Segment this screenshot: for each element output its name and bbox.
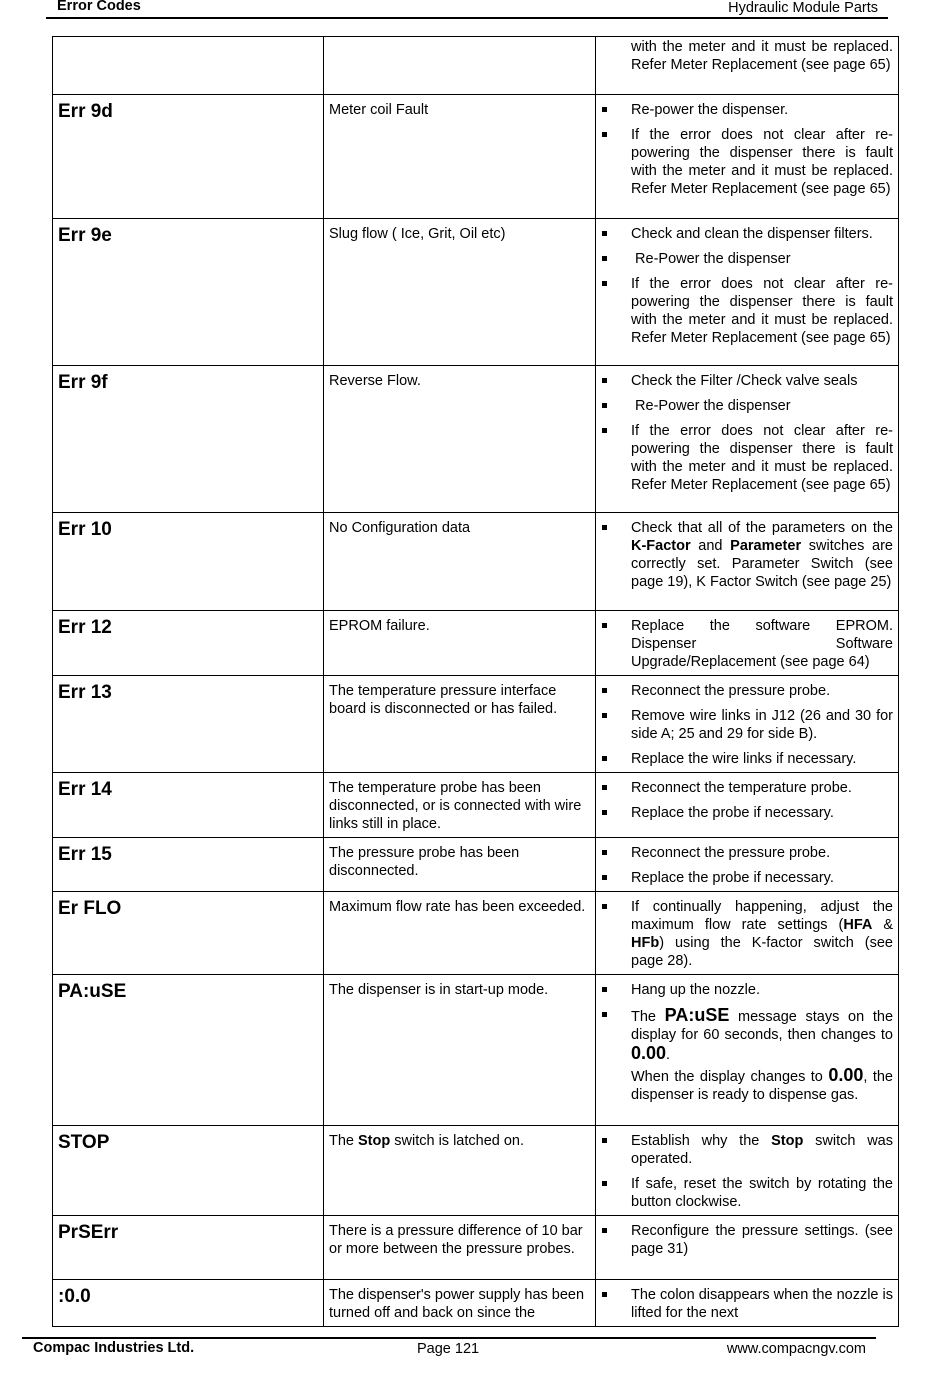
action-item: Replace the probe if necessary. <box>596 869 893 887</box>
error-cause: Meter coil Fault <box>329 102 429 118</box>
action-item: If continually happening, adjust the maximum flow rate settings (HFA & HFb) using the K-factor switch (see page 28). <box>596 898 893 970</box>
error-code: PrSErr <box>58 1222 119 1243</box>
table-row <box>53 1126 899 1216</box>
action-item: Reconnect the pressure probe. <box>596 682 893 700</box>
bullet-icon <box>602 850 607 855</box>
error-cause: The dispenser is in start-up mode. <box>329 982 549 998</box>
action-item: If the error does not clear after re-powering the dispenser there is fault with the meter and it must be replaced. Refer Meter Replacement (see page 65) <box>596 275 893 347</box>
error-code: Err 12 <box>58 617 112 638</box>
bullet-icon <box>602 107 607 112</box>
table-row <box>53 95 899 219</box>
bullet-icon <box>602 904 607 909</box>
error-code: Err 14 <box>58 779 112 800</box>
error-cause: The dispenser's power supply has been turned off and back on since the <box>329 1287 585 1321</box>
bullet-icon <box>602 785 607 790</box>
bullet-icon <box>602 1138 607 1143</box>
footer-website: www.compacngv.com <box>726 1341 866 1357</box>
error-cause: Slug flow ( Ice, Grit, Oil etc) <box>329 226 506 242</box>
action-item: Reconfigure the pressure settings. (see page 31) <box>596 1222 893 1258</box>
bullet-icon <box>602 875 607 880</box>
action-item: Check that all of the parameters on the K-Factor and Parameter switches are correctly set. Parameter Switch (see page 19), K Factor Switch (see page 25) <box>596 519 893 591</box>
error-code: Err 10 <box>58 519 112 540</box>
error-code: Err 9f <box>58 372 108 393</box>
table-row <box>53 513 899 611</box>
action-item: If safe, reset the switch by rotating the button clockwise. <box>596 1175 893 1211</box>
error-cause: There is a pressure difference of 10 bar or more between the pressure probes. <box>329 1223 583 1257</box>
table-row <box>53 1280 899 1327</box>
header-rule <box>46 17 888 19</box>
bullet-icon <box>602 428 607 433</box>
header-section: Hydraulic Module Parts <box>728 0 878 16</box>
bullet-icon <box>602 756 607 761</box>
error-code: Err 13 <box>58 682 112 703</box>
error-cause: The temperature pressure interface board is disconnected or has failed. <box>329 683 558 717</box>
action-item: Reconnect the pressure probe. <box>596 844 893 862</box>
bullet-icon <box>602 1012 607 1017</box>
error-code: STOP <box>58 1132 110 1153</box>
footer-company: Compac Industries Ltd. <box>33 1340 195 1356</box>
error-cause: The pressure probe has been disconnected. <box>329 845 520 879</box>
bullet-icon <box>602 713 607 718</box>
bullet-icon <box>602 525 607 530</box>
bullet-icon <box>602 1181 607 1186</box>
error-code: :0.0 <box>58 1286 91 1307</box>
error-code: PA:uSE <box>58 981 127 1002</box>
error-cause: The temperature probe has been disconnected, or is connected with wire links still in place. <box>329 780 582 832</box>
error-code: Err 9e <box>58 225 112 246</box>
error-code: Err 9d <box>58 101 113 122</box>
action-item: with the meter and it must be replaced. Refer Meter Replacement (see page 65) <box>631 39 893 73</box>
header-title: Error Codes <box>57 0 141 14</box>
action-item: Re-power the dispenser. <box>596 101 893 119</box>
bullet-icon <box>602 378 607 383</box>
table-row <box>53 676 899 773</box>
error-cause: No Configuration data <box>329 520 471 536</box>
error-code: Er FLO <box>58 898 122 919</box>
action-item: Establish why the Stop switch was operated. <box>596 1132 893 1168</box>
bullet-icon <box>602 688 607 693</box>
bullet-icon <box>602 810 607 815</box>
bullet-icon <box>602 987 607 992</box>
action-item: If the error does not clear after re-powering the dispenser there is fault with the meter and it must be replaced. Refer Meter Replacement (see page 65) <box>596 422 893 494</box>
table-row <box>53 892 899 975</box>
action-note: When the display changes to 0.00, the dispenser is ready to dispense gas. <box>631 1065 893 1103</box>
error-codes-table <box>52 36 899 1327</box>
bullet-icon <box>602 256 607 261</box>
page-number: Page 121 <box>417 1341 480 1357</box>
bullet-icon <box>602 623 607 628</box>
action-item: Replace the wire links if necessary. <box>596 750 893 768</box>
bullet-icon <box>602 132 607 137</box>
action-item: Re-Power the dispenser <box>596 250 893 268</box>
action-item: Check and clean the dispenser filters. <box>596 225 893 243</box>
bullet-icon <box>602 281 607 286</box>
table-row <box>53 1216 899 1280</box>
action-item: Remove wire links in J12 (26 and 30 for side A; 25 and 29 for side B). <box>596 707 893 743</box>
bullet-icon <box>602 1292 607 1297</box>
action-item: Re-Power the dispenser <box>596 397 893 415</box>
action-item: Reconnect the temperature probe. <box>596 779 893 797</box>
error-code: Err 15 <box>58 844 112 865</box>
action-item: Replace the probe if necessary. <box>596 804 893 822</box>
action-item: Replace the software EPROM. Dispenser Software Upgrade/Replacement (see page 64) <box>596 617 893 671</box>
table-row <box>53 219 899 366</box>
action-item: Hang up the nozzle. <box>596 981 893 999</box>
table-row <box>53 773 899 838</box>
error-cause: Maximum flow rate has been exceeded. <box>329 899 586 915</box>
table-row <box>53 838 899 892</box>
bullet-icon <box>602 403 607 408</box>
error-cause: Reverse Flow. <box>329 373 421 389</box>
table-row <box>53 366 899 513</box>
action-item: Check the Filter /Check valve seals <box>596 372 893 390</box>
footer-rule <box>22 1337 876 1339</box>
table-row <box>53 611 899 676</box>
bullet-icon <box>602 1228 607 1233</box>
error-cause: EPROM failure. <box>329 618 430 634</box>
table-row <box>53 37 899 95</box>
table-row <box>53 975 899 1126</box>
error-cause: The Stop switch is latched on. <box>329 1133 525 1149</box>
action-item: If the error does not clear after re-powering the dispenser there is fault with the meter and it must be replaced. Refer Meter Replacement (see page 65) <box>596 126 893 198</box>
bullet-icon <box>602 231 607 236</box>
action-item: The colon disappears when the nozzle is lifted for the next <box>596 1286 893 1322</box>
action-item: The PA:uSE message stays on the display for 60 seconds, then changes to 0.00. <box>596 1006 893 1064</box>
